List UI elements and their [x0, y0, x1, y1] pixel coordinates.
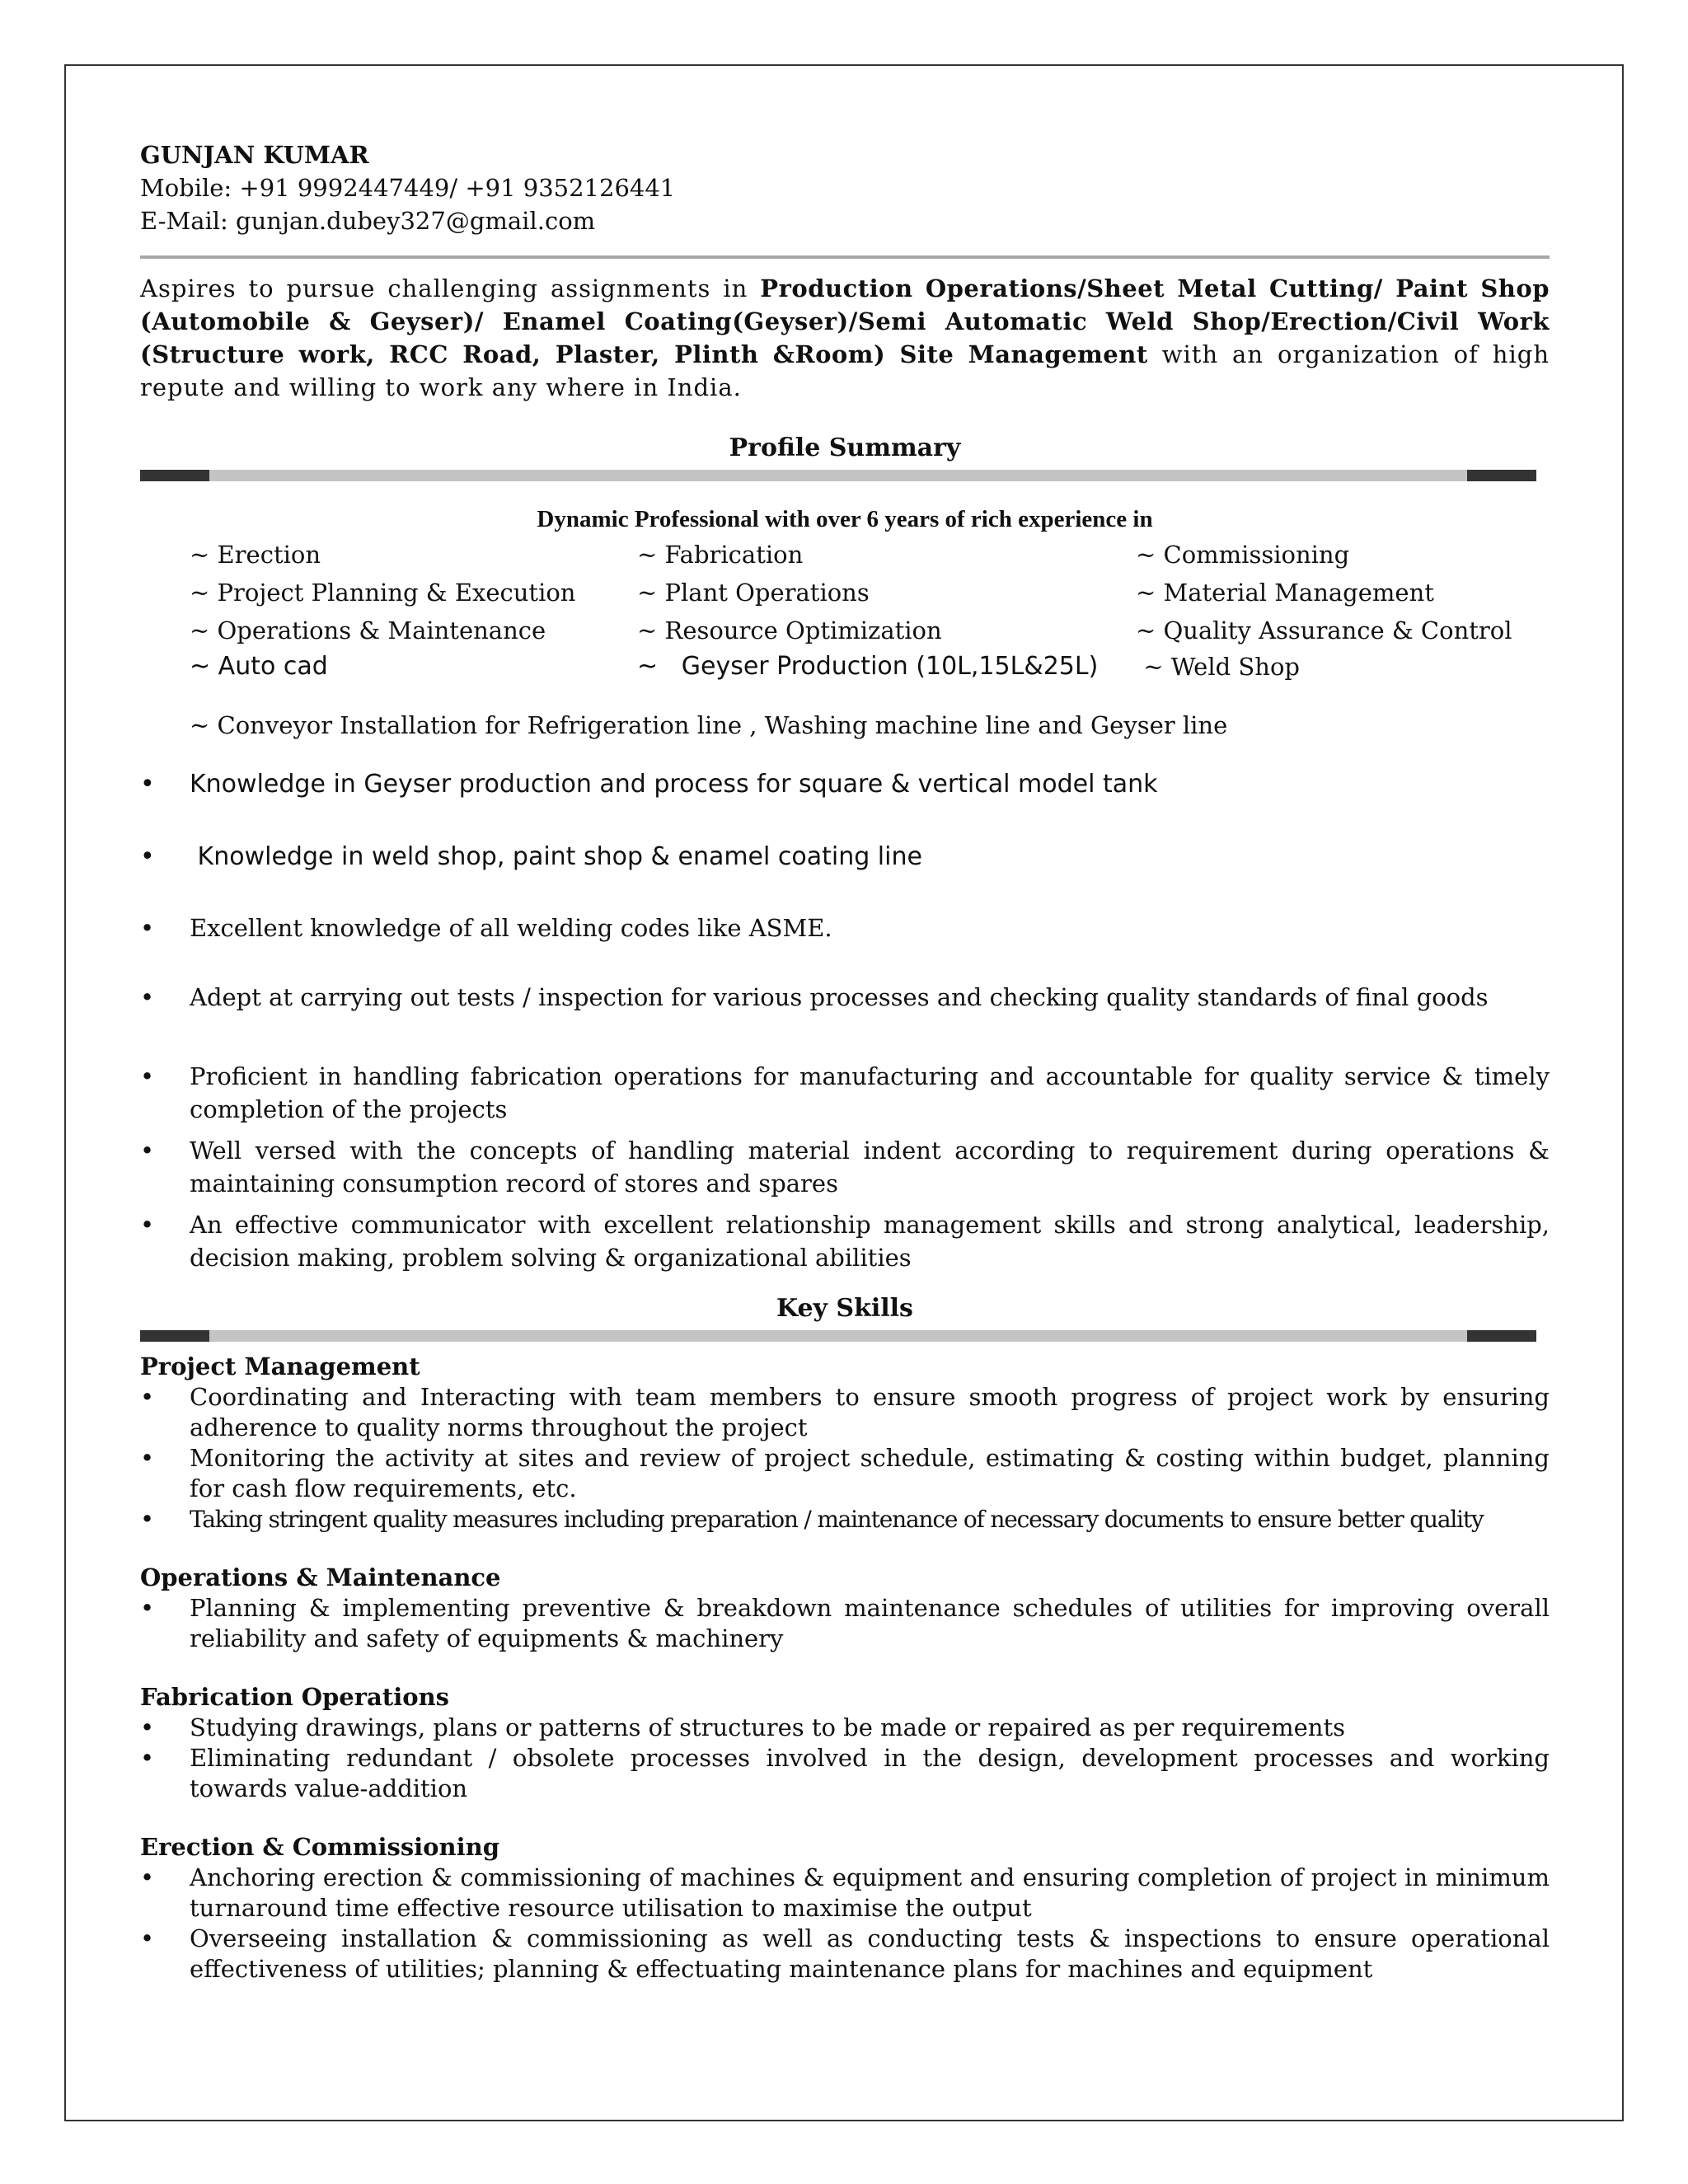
profile-bullet — [140, 1060, 1550, 1126]
candidate-name: GUNJAN KUMAR — [140, 141, 369, 169]
bullet-text: Planning & implementing preventive & breakdown maintenance schedules of utilities for improving overall reliability and safety of equipments & machinery — [190, 1594, 1550, 1652]
bullet-icon: • — [140, 1744, 155, 1772]
expertise-item: ~ Geyser Production (10L,15L&25L) — [637, 652, 1099, 681]
bullet-text: Anchoring erection & commissioning of machines & equipment and ensuring completion of project in minimum turnaround time effective resource utilisation to maximise the output — [190, 1863, 1550, 1922]
bullet-text: Overseeing installation & commissioning as well as conducting tests & inspections to ensure operational effectiveness of utilities; planning & effectuating maintenance plans for machines and equipment — [190, 1924, 1550, 1983]
bullet-icon: • — [140, 1211, 155, 1239]
bullet-icon: • — [140, 1594, 155, 1622]
bullet-text: Monitoring the activity at sites and review of project schedule, estimating & costing within budget, planning for cash flow requirements, etc. — [190, 1444, 1550, 1502]
expertise-item: ~ Operations & Maintenance — [190, 616, 546, 644]
skill-group-heading: Project Management — [140, 1352, 420, 1380]
bullet-text: An effective communicator with excellent relationship management skills and strong analytical, leadership, decision making, problem solving & organizational abilities — [190, 1211, 1550, 1272]
bullet-icon: • — [140, 1505, 155, 1533]
expertise-item: ~ Weld Shop — [1136, 653, 1300, 681]
bar-cap-right — [1467, 470, 1536, 481]
skill-group-heading: Erection & Commissioning — [140, 1833, 499, 1861]
bullet-icon: • — [140, 1444, 155, 1472]
expertise-item: ~ Resource Optimization — [637, 616, 942, 644]
bullet-icon: • — [140, 1924, 155, 1952]
conveyor-line: ~ Conveyor Installation for Refrigeration line , Washing machine line and Geyser line — [190, 711, 1228, 739]
skill-bullet — [140, 1504, 1550, 1535]
bullet-icon: • — [140, 1713, 155, 1741]
header-divider — [140, 255, 1550, 259]
objective-bold: Production Operations/Sheet Metal Cutting/ Paint Shop (Automobile & Geyser)/ Enamel Coating(Geyser)/Semi Automatic Weld Shop/Erection/Civil Work (Structure work, RCC Road, Plaster, Plinth &Room) Site Management — [140, 274, 1550, 368]
bullet-icon: • — [140, 770, 155, 799]
bullet-icon: • — [140, 1137, 155, 1165]
resume-page — [140, 138, 1550, 1985]
bullet-text: Adept at carrying out tests / inspection for various processes and checking quality standards of final goods — [190, 983, 1489, 1011]
mobile-line: Mobile: +91 9992447449/ +91 9352126441 — [140, 174, 676, 202]
profile-bullet — [140, 981, 1550, 1014]
skill-group-heading: Operations & Maintenance — [140, 1563, 501, 1591]
expertise-item: ~ Fabrication — [637, 541, 804, 569]
bar-cap-left — [140, 470, 209, 481]
skill-bullet — [140, 1382, 1550, 1443]
bullet-icon: • — [140, 983, 155, 1011]
profile-bullet — [140, 841, 1550, 874]
objective-suffix: with an organization of high repute and willing to work any where in India. — [140, 340, 1550, 401]
skill-bullet — [140, 1924, 1550, 1985]
bullet-icon: • — [140, 914, 155, 942]
expertise-grid — [140, 536, 1550, 687]
bullet-text: Knowledge in Geyser production and process for square & vertical model tank — [190, 770, 1158, 799]
objective-prefix: Aspires to pursue challenging assignments in — [140, 274, 761, 302]
bullet-icon: • — [140, 1062, 155, 1090]
bullet-text: Well versed with the concepts of handling material indent according to requirement during operations & maintaining consumption record of stores and spares — [190, 1137, 1550, 1197]
objective-paragraph — [140, 272, 1550, 404]
expertise-item: ~ Material Management — [1136, 579, 1434, 607]
expertise-item: ~ Plant Operations — [637, 579, 870, 607]
profile-summary-title: Profile Summary — [729, 434, 961, 462]
profile-bullet — [140, 912, 1550, 944]
skill-bullet — [140, 1863, 1550, 1924]
experience-headline: Dynamic Professional with over 6 years of rich experience in — [537, 506, 1153, 532]
profile-bullet — [140, 1208, 1550, 1274]
bar-cap-left — [140, 1330, 209, 1342]
expertise-item: ~ Quality Assurance & Control — [1136, 616, 1512, 644]
profile-bullet — [140, 1134, 1550, 1200]
email-line: E-Mail: gunjan.dubey327@gmail.com — [140, 207, 596, 235]
bullet-text: Proficient in handling fabrication operations for manufacturing and accountable for quality service & timely completion of the projects — [190, 1062, 1550, 1123]
skill-bullet — [140, 1743, 1550, 1804]
skill-group-heading: Fabrication Operations — [140, 1683, 449, 1711]
bullet-text: Coordinating and Interacting with team members to ensure smooth progress of project work by ensuring adherence to quality norms throughout the project — [190, 1383, 1550, 1441]
profile-bullet — [140, 768, 1550, 801]
expertise-item: ~ Auto cad — [190, 652, 328, 681]
bullet-text: Eliminating redundant / obsolete processes involved in the design, development processes and working towards value-addition — [190, 1744, 1550, 1802]
bullet-text: Studying drawings, plans or patterns of structures to be made or repaired as per requirements — [190, 1713, 1345, 1741]
bullet-icon: • — [140, 1863, 155, 1891]
bullet-text: Excellent knowledge of all welding codes like ASME. — [190, 914, 832, 942]
skill-bullet — [140, 1713, 1550, 1743]
key-skills-title: Key Skills — [776, 1294, 913, 1323]
bullet-text: Taking stringent quality measures including preparation / maintenance of necessary documents to ensure better quality — [190, 1506, 1484, 1533]
bullet-text: Knowledge in weld shop, paint shop & enamel coating line — [190, 842, 922, 871]
skill-bullet — [140, 1593, 1550, 1654]
expertise-item: ~ Erection — [190, 541, 321, 569]
bullet-icon: • — [140, 1383, 155, 1411]
expertise-item: ~ Commissioning — [1136, 541, 1350, 569]
skill-bullet — [140, 1443, 1550, 1504]
bullet-icon: • — [140, 842, 155, 871]
expertise-item: ~ Project Planning & Execution — [190, 579, 576, 607]
key-skills-bar — [140, 1330, 1536, 1342]
bar-cap-right — [1467, 1330, 1536, 1342]
profile-summary-bar — [140, 470, 1536, 481]
